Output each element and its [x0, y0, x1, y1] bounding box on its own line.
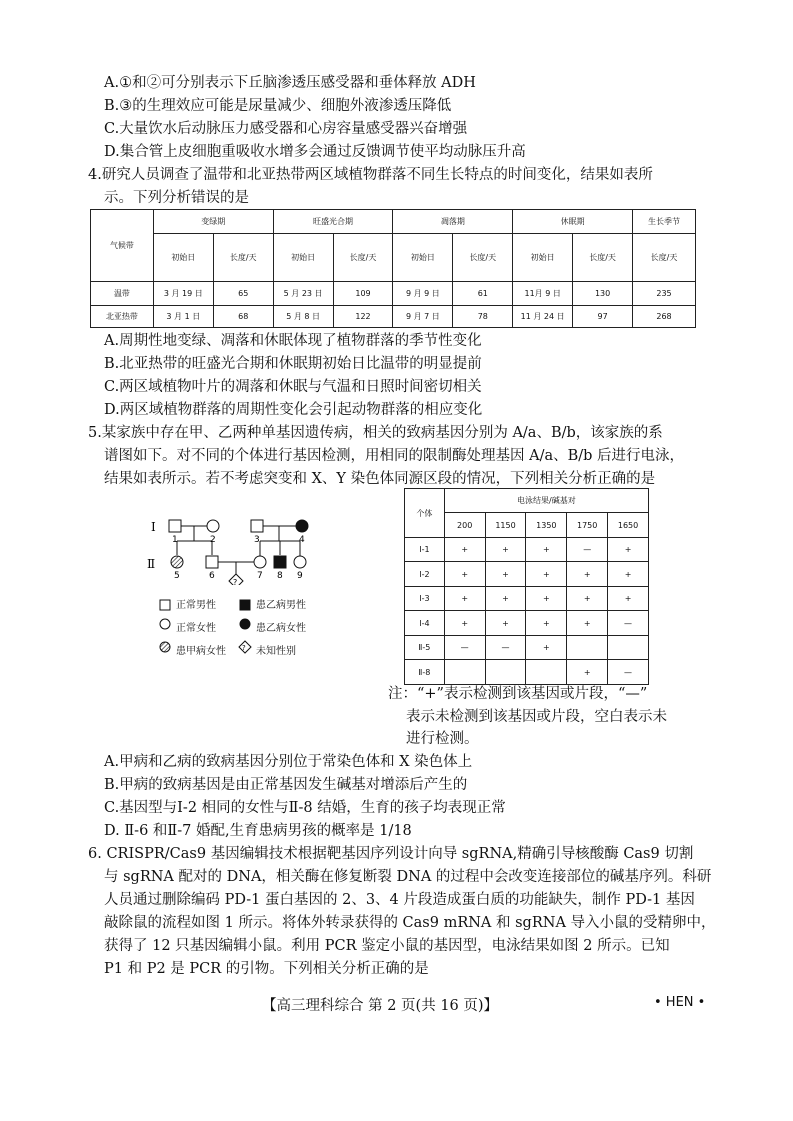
q5-note-line-2: 表示未检测到该基因或片段，空白表示未 [406, 709, 667, 725]
svg-text:?: ? [233, 578, 238, 585]
q4-zone: 北亚热带 [91, 306, 154, 328]
q5-cell: + [526, 611, 567, 636]
q4-cell: 130 [573, 282, 633, 306]
page-footer-info: 【高三理科综合 第 2 页(共 16 页)】 [262, 998, 499, 1014]
q4-cell: 9 月 9 日 [393, 282, 453, 306]
q4-stem-line-1: 4.研究人员调查了温带和北亚热带两区域植物群落不同生长特点的时间变化，结果如表所 [88, 167, 653, 183]
q5-note-line-1: 注：“+”表示检测到该基因或片段，“—” [388, 686, 648, 702]
q5-cell: + [526, 538, 567, 562]
q5-stem-line-1: 5.某家族中存在甲、乙两种单基因遗传病，相关的致病基因分别为 A/a、B/b，该家族的系 [88, 425, 663, 441]
pedigree-chart [140, 505, 330, 585]
individual-6 [206, 556, 218, 568]
q4-cell: 68 [213, 306, 273, 328]
individual-number: 5 [174, 571, 180, 581]
q5-row-id: Ⅰ-2 [405, 562, 445, 587]
q4-table [90, 209, 696, 328]
q6-stem-line-5: 获得了 12 只基因编辑小鼠。利用 PCR 鉴定小鼠的基因型，电泳结果如图 2 所示。已知 [104, 938, 670, 954]
q5-stem-line-3: 结果如表所示。若不考虑突变和 X、Y 染色体同源区段的情况，下列相关分析正确的是 [104, 471, 656, 487]
individual-number: 9 [297, 571, 303, 581]
individual-9 [294, 556, 306, 568]
q5-cell [567, 636, 608, 660]
legend-affected-b-male: 患乙病男性 [256, 600, 306, 611]
q5-cell: + [608, 562, 649, 587]
q4-cell: 5 月 8 日 [273, 306, 333, 328]
q5-cell: + [567, 660, 608, 685]
q5-row-id: Ⅰ-1 [405, 538, 445, 562]
q5-cell: — [567, 538, 608, 562]
q4-period-header: 变绿期 [153, 210, 273, 234]
q3-option-b: B.③的生理效应可能是尿量减少、细胞外液渗透压降低 [104, 98, 452, 114]
q4-season-header: 生长季节 [633, 210, 696, 234]
q4-sub-length: 长度/天 [333, 234, 393, 282]
q4-cell: 61 [453, 282, 513, 306]
individual-3 [251, 520, 263, 532]
q5-cell: — [608, 611, 649, 636]
individual-number: 2 [210, 535, 216, 545]
q5-size-header: 1350 [526, 513, 567, 538]
q4-cell: 78 [453, 306, 513, 328]
q4-option-a: A.周期性地变绿、凋落和休眠体现了植物群落的季节性变化 [104, 333, 482, 349]
q4-sub-length: 长度/天 [453, 234, 513, 282]
q5-cell: + [444, 611, 485, 636]
q5-electrophoresis-table [404, 488, 649, 685]
q5-cell: + [444, 587, 485, 611]
q4-table-row-header: 气候带 [91, 210, 154, 282]
q5-cell: + [608, 587, 649, 611]
q3-option-c: C.大量饮水后动脉压力感受器和心房容量感受器兴奋增强 [104, 121, 468, 137]
q5-size-header: 1150 [485, 513, 526, 538]
individual-number: 6 [209, 571, 215, 581]
q5-cell: + [567, 562, 608, 587]
q4-sub-length: 长度/天 [213, 234, 273, 282]
q4-sub-length: 长度/天 [633, 234, 696, 282]
q6-stem-line-2: 与 sgRNA 配对的 DNA，相关酶在修复断裂 DNA 的过程中会改变连接部位的碱基序列。科研 [104, 869, 712, 885]
q5-cell: + [485, 611, 526, 636]
q5-cell [444, 660, 485, 685]
individual-8 [274, 556, 286, 568]
q5-option-d: D. Ⅱ-6 和Ⅱ-7 婚配,生育患病男孩的概率是 1/18 [104, 823, 412, 839]
affected-b-male-symbol [240, 600, 250, 610]
q3-option-d: D.集合管上皮细胞重吸收水增多会通过反馈调节使平均动脉压升高 [104, 144, 526, 160]
q5-size-header: 1750 [567, 513, 608, 538]
individual-4 [296, 520, 308, 532]
q5-cell: + [567, 587, 608, 611]
q4-cell: 11 月 24 日 [513, 306, 573, 328]
q5-option-c: C.基因型与Ⅰ-2 相同的女性与Ⅱ-8 结婚，生育的孩子均表现正常 [104, 800, 506, 816]
q5-cell: — [608, 660, 649, 685]
q5-stem-line-2: 谱图如下。对不同的个体进行基因检测，用相同的限制酶处理基因 A/a、B/b 后进行电泳， [104, 448, 685, 464]
q5-cell: — [444, 636, 485, 660]
legend-normal-female: 正常女性 [176, 623, 216, 634]
q4-cell: 97 [573, 306, 633, 328]
q5-row-id: Ⅱ-8 [405, 660, 445, 685]
q4-cell: 5 月 23 日 [273, 282, 333, 306]
q5-option-a: A.甲病和乙病的致病基因分别位于常染色体和 X 染色体上 [104, 754, 473, 770]
q4-cell: 109 [333, 282, 393, 306]
individual-number: 8 [277, 571, 283, 581]
individual-2 [207, 520, 219, 532]
q5-cell: + [444, 562, 485, 587]
q5-cell: + [485, 538, 526, 562]
q4-sub-start: 初始日 [273, 234, 333, 282]
q4-period-header: 旺盛光合期 [273, 210, 393, 234]
q5-cell: + [526, 562, 567, 587]
svg-text:?: ? [242, 644, 246, 652]
individual-5 [171, 556, 183, 568]
q4-cell: 122 [333, 306, 393, 328]
q5-cell: + [567, 611, 608, 636]
q6-stem-line-6: P1 和 P2 是 PCR 的引物。下列相关分析正确的是 [104, 961, 429, 977]
q4-option-c: C.两区域植物叶片的凋落和休眠与气温和日照时间密切相关 [104, 379, 482, 395]
q5-size-header: 200 [444, 513, 485, 538]
q4-option-b: B.北亚热带的旺盛光合期和休眠期初始日比温带的明显提前 [104, 356, 482, 372]
q5-cell: + [485, 587, 526, 611]
q4-sub-start: 初始日 [393, 234, 453, 282]
individual-number: 3 [254, 535, 260, 545]
q5-result-header: 电泳结果/碱基对 [444, 489, 648, 513]
affected-a-female-symbol [160, 642, 170, 652]
q5-note-line-3: 进行检测。 [406, 731, 479, 747]
q4-cell: 11月 9 日 [513, 282, 573, 306]
q5-row-id: Ⅰ-4 [405, 611, 445, 636]
q4-sub-start: 初始日 [153, 234, 213, 282]
q4-cell: 9 月 7 日 [393, 306, 453, 328]
legend-normal-male: 正常男性 [176, 600, 216, 611]
gen-2-label: Ⅱ [147, 557, 156, 571]
q4-period-header: 休眠期 [513, 210, 633, 234]
q6-stem-line-3: 人员通过删除编码 PD-1 蛋白基因的 2、3、4 片段造成蛋白质的功能缺失，制作 PD-1 基因 [104, 892, 695, 908]
legend-affected-a-female: 患甲病女性 [176, 646, 226, 657]
q5-option-b: B.甲病的致病基因是由正常基因发生碱基对增添后产生的 [104, 777, 468, 793]
gen-1-label: I [151, 520, 156, 534]
q5-cell [608, 636, 649, 660]
q5-cell: + [526, 587, 567, 611]
q5-cell: + [526, 636, 567, 660]
q4-option-d: D.两区域植物群落的周期性变化会引起动物群落的相应变化 [104, 402, 483, 418]
q5-cell: + [608, 538, 649, 562]
page-footer-code: • HEN • [654, 995, 706, 1010]
q4-stem-line-2: 示。下列分析错误的是 [104, 190, 249, 206]
q5-cell [485, 660, 526, 685]
individual-7 [254, 556, 266, 568]
individual-1 [169, 520, 181, 532]
individual-number: 4 [299, 535, 305, 545]
q5-cell: — [485, 636, 526, 660]
q4-cell: 235 [633, 282, 696, 306]
normal-male-symbol [160, 600, 170, 610]
q4-sub-length: 长度/天 [573, 234, 633, 282]
q4-sub-start: 初始日 [513, 234, 573, 282]
q5-cell [526, 660, 567, 685]
legend-affected-b-female: 患乙病女性 [256, 623, 306, 634]
individual-number: 1 [172, 535, 178, 545]
q5-row-id: Ⅰ-3 [405, 587, 445, 611]
q5-cell: + [485, 562, 526, 587]
normal-female-symbol [160, 619, 170, 629]
individual-number: 7 [257, 571, 263, 581]
q4-cell: 268 [633, 306, 696, 328]
q4-cell: 3 月 1 日 [153, 306, 213, 328]
q5-size-header: 1650 [608, 513, 649, 538]
q6-stem-line-4: 敲除鼠的流程如图 1 所示。将体外转录获得的 Cas9 mRNA 和 sgRNA 导入小鼠的受精卵中， [104, 915, 716, 931]
legend-unknown-sex: 未知性别 [256, 646, 296, 657]
q4-cell: 65 [213, 282, 273, 306]
q4-cell: 3 月 19 日 [153, 282, 213, 306]
q3-option-a: A.①和②可分别表示下丘脑渗透压感受器和垂体释放 ADH [104, 75, 476, 91]
q5-row-id: Ⅱ-5 [405, 636, 445, 660]
q4-period-header: 凋落期 [393, 210, 513, 234]
q4-zone: 温带 [91, 282, 154, 306]
q5-cell: + [444, 538, 485, 562]
affected-b-female-symbol [240, 619, 250, 629]
q5-individual-header: 个体 [405, 489, 445, 538]
q6-stem-line-1: 6. CRISPR/Cas9 基因编辑技术根据靶基因序列设计向导 sgRNA,精确引导核酸酶 Cas9 切割 [88, 846, 694, 862]
